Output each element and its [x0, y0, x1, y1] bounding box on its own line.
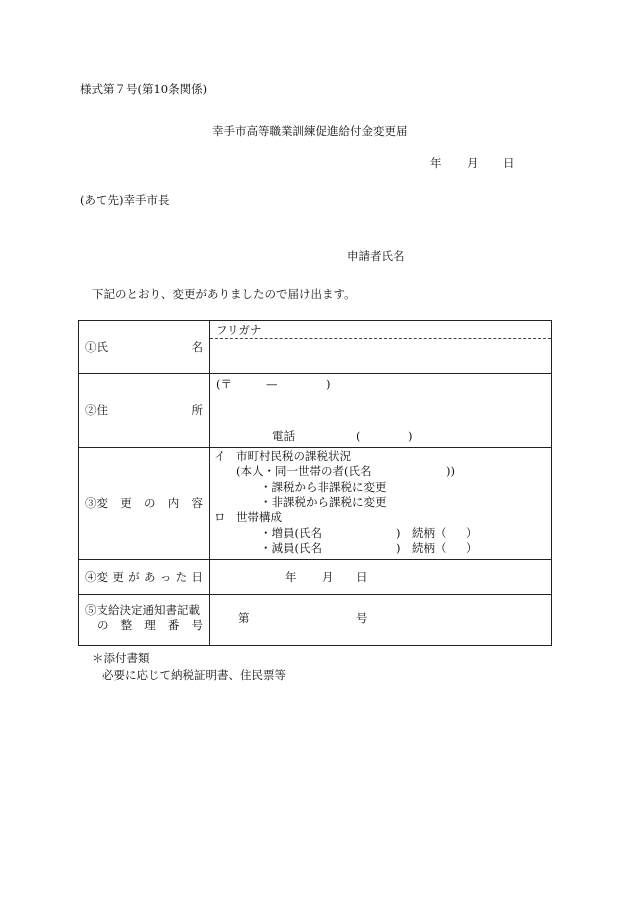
row-name [79, 321, 552, 374]
decrease-name-close: ) [396, 541, 401, 555]
intro-text: 下記のとおり、変更がありましたので届け出ます。 [92, 287, 356, 301]
ref-label-line1: ⑤支給決定通知書記載 [85, 603, 200, 617]
ref-suffix: 号 [356, 611, 368, 625]
row-date-changed [79, 560, 552, 595]
postal-dash: — [266, 377, 278, 391]
ref-value-cell[interactable] [210, 595, 552, 646]
row-reference-number [79, 595, 552, 646]
date-month: 月 [467, 156, 479, 170]
item-i-title: 市町村民税の課税状況 [236, 449, 351, 463]
increase-relation-close: ） [466, 526, 478, 540]
phone-close: ) [408, 429, 413, 443]
item-ro-mark: ロ [214, 510, 226, 524]
household-increase[interactable]: ・増員(氏名 [260, 526, 322, 540]
change-form-table [78, 320, 552, 646]
change-label: ③変 更 の 内 容 [85, 496, 203, 510]
date-changed-year: 年 [285, 570, 297, 584]
date-year: 年 [430, 156, 442, 170]
change-label-cell [79, 448, 210, 560]
furigana-divider [210, 338, 551, 339]
address-label-b: 所 [191, 403, 203, 417]
applicant-name-label: 申請者氏名 [347, 249, 405, 263]
item-i-mark: イ [214, 449, 226, 463]
item-ro-title: 世帯構成 [236, 510, 282, 524]
ref-prefix: 第 [238, 611, 250, 625]
attachments-text: 必要に応じて納税証明書、住民票等 [102, 668, 286, 682]
attachments-heading: ＊添付書類 [92, 651, 150, 665]
date-changed-value-cell[interactable] [210, 560, 552, 595]
phone-open: ( [356, 429, 361, 443]
option-exempt-to-taxed[interactable]: ・非課税から課税に変更 [260, 495, 387, 509]
address-value-cell[interactable] [210, 374, 552, 448]
date-day: 日 [503, 156, 515, 170]
address-label-cell [79, 374, 210, 448]
form-number: 様式第７号(第10条関係) [80, 82, 208, 96]
decrease-relation: 続柄（ [412, 541, 447, 555]
date-changed-month: 月 [322, 570, 334, 584]
change-value-cell[interactable] [210, 448, 552, 560]
name-label-cell [79, 321, 210, 374]
option-taxed-to-exempt[interactable]: ・課税から非課税に変更 [260, 480, 387, 494]
household-decrease[interactable]: ・減員(氏名 [260, 541, 322, 555]
ref-label-cell [79, 595, 210, 646]
phone-label: 電話 [272, 429, 295, 443]
name-value-cell[interactable] [210, 321, 552, 374]
row-address [79, 374, 552, 448]
addressee: (あて先)幸手市長 [80, 193, 170, 207]
postal-close: ) [326, 377, 331, 391]
page-title: 幸手市高等職業訓練促進給付金変更届 [212, 124, 408, 138]
furigana-label: フリガナ [216, 323, 262, 337]
name-label-b: 名 [191, 340, 203, 354]
increase-relation: 続柄（ [412, 526, 447, 540]
item-i-subject-close: )) [446, 464, 455, 478]
address-label-a: ②住 [85, 403, 108, 417]
item-i-subject: (本人・同一世帯の者(氏名 [236, 464, 372, 478]
row-change-content [79, 448, 552, 560]
date-changed-day: 日 [356, 570, 368, 584]
decrease-relation-close: ） [466, 541, 478, 555]
postal-open: (〒 [216, 377, 232, 391]
date-changed-label: ④変 更 が あ っ た 日 [85, 570, 203, 584]
name-label-a: ①氏 [85, 340, 108, 354]
date-changed-label-cell [79, 560, 210, 595]
ref-label-line2: の 整 理 番 号 [97, 618, 203, 632]
increase-name-close: ) [396, 526, 401, 540]
